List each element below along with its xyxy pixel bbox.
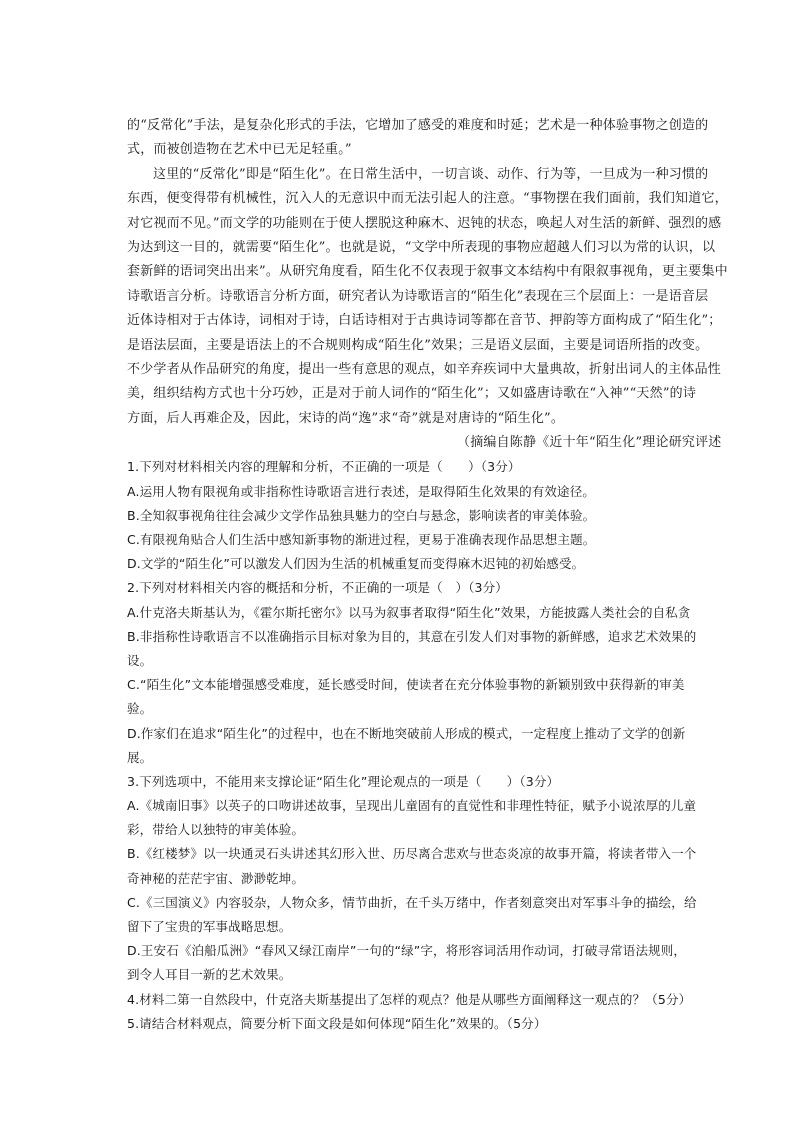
passage-line: 诗歌语言分析。诗歌语言分析方面，研究者认为诗歌语言的“陌生化”表现在三个层面上：一是语音层 bbox=[127, 288, 709, 304]
question-3-option-b: B.《红楼梦》以一块通灵石头讲述其幻形入世、历尽离合悲欢与世态炎凉的故事开篇，将读者带入一个 bbox=[127, 846, 697, 862]
question-1-option-b: B.全知叙事视角往往会减少文学作品独具魅力的空白与悬念，影响读者的审美体验。 bbox=[127, 507, 596, 523]
question-3-option-d-continued: 到令人耳目一新的艺术效果。 bbox=[127, 967, 292, 983]
question-2-stem: 2.下列对材料相关内容的概括和分析，不正确的一项是（ ）（3分） bbox=[127, 580, 508, 596]
passage-line: 近体诗相对于古体诗，词相对于诗，白话诗相对于古典诗词等都在音节、押韵等方面构成了“陌生化”； bbox=[127, 313, 722, 329]
question-3-option-c-continued: 留下了宝贵的军事战略思想。 bbox=[127, 919, 292, 935]
passage-line: 方面，后人再难企及，因此，宋诗的尚“逸”求“奇”就是对唐诗的“陌生化”。 bbox=[127, 410, 565, 426]
question-3-option-c: C.《三国演义》内容驳杂，人物众多，情节曲折，在千头万绪中，作者刻意突出对军事斗争的描绘，给 bbox=[127, 894, 697, 910]
question-1-option-d: D.文学的“陌生化”可以激发人们因为生活的机械重复而变得麻木迟钝的初始感受。 bbox=[127, 556, 585, 572]
question-1-option-a: A.运用人物有限视角或非指称性诗歌语言进行表述，是取得陌生化效果的有效途径。 bbox=[127, 483, 596, 499]
passage-line: 套新鲜的语词突出出来”。从研究角度看，陌生化不仅表现于叙事文本结构中有限叙事视角，更主要集中 bbox=[127, 264, 728, 280]
question-2-option-b: B.非指称性诗歌语言不以准确指示目标对象为目的，其意在引发人们对事物的新鲜感，追求艺术效果的 bbox=[127, 628, 697, 644]
question-2-option-d-continued: 展。 bbox=[127, 749, 153, 765]
question-3-option-a: A.《城南旧事》以英子的口吻讲述故事，呈现出儿童固有的直觉性和非理性特征，赋予小说浓厚的儿童 bbox=[127, 798, 697, 814]
question-3-stem: 3.下列选项中，不能用来支撑论证“陌生化”理论观点的一项是（ ）（3分） bbox=[127, 773, 560, 789]
passage-line: 东西，便变得带有机械性，沉入人的无意识中而无法引起人的注意。“事物摆在我们面前，我们知道它， bbox=[127, 191, 728, 207]
question-4-stem: 4.材料二第一自然段中，什克洛夫斯基提出了怎样的观点？他是从哪些方面阐释这一观点的？（5分） bbox=[127, 991, 692, 1007]
passage-line: 是语法层面，主要是语法上的不合规则构成“陌生化”效果；三是语义层面，主要是词语所指的改变。 bbox=[127, 337, 709, 353]
question-2-option-c-continued: 验。 bbox=[127, 701, 153, 717]
passage-line: 为达到这一目的，就需要“陌生化”。也就是说，“文学中所表现的事物应超越人们习以为常的认识，以 bbox=[127, 239, 716, 255]
passage-line: 美，组织结构方式也十分巧妙，正是对于前人词作的“陌生化”；又如盛唐诗歌在“入神”“天然”的诗 bbox=[127, 386, 697, 402]
question-2-option-c: C.“陌生化”文本能增强感受难度，延长感受时间，使读者在充分体验事物的新颖别致中获得新的审美 bbox=[127, 677, 685, 693]
passage-line: 这里的“反常化”即是“陌生化”。在日常生活中，一切言谈、动作、行为等，一旦成为一种习惯的 bbox=[153, 166, 709, 182]
passage-line: 式，而被创造物在艺术中已无足轻重。” bbox=[127, 142, 352, 158]
question-3-option-b-continued: 奇神秘的茫茫宇宙、渺渺乾坤。 bbox=[127, 870, 305, 886]
questions-section bbox=[127, 455, 739, 1036]
passage-line: 不少学者从作品研究的角度，提出一些有意思的观点，如辛弃疾词中大量典故，折射出词人的主体品性 bbox=[127, 361, 722, 377]
document-content bbox=[127, 114, 739, 1036]
question-2-option-b-continued: 设。 bbox=[127, 652, 153, 668]
question-1-option-c: C.有限视角贴合人们生活中感知新事物的渐进过程，更易于准确表现作品思想主题。 bbox=[127, 532, 596, 548]
passage-line: 对它视而不见。”而文学的功能则在于使人摆脱这种麻木、迟钝的状态，唤起人对生活的新鲜、强烈的感 bbox=[127, 215, 722, 231]
question-1-stem: 1.下列对材料相关内容的理解和分析，不正确的一项是（ ）（3分） bbox=[127, 459, 521, 475]
question-3-option-d: D.王安石《泊船瓜洲》“春风又绿江南岸”一句的“绿”字，将形容词活用作动词，打破寻常语法规则， bbox=[127, 943, 687, 959]
question-5-stem: 5.请结合材料观点，简要分析下面文段是如何体现“陌生化”效果的。（5分） bbox=[127, 1015, 547, 1031]
passage-line: 的“反常化”手法，是复杂化形式的手法，它增加了感受的难度和时延；艺术是一种体验事物之创造的 bbox=[127, 118, 709, 133]
question-2-option-a: A.什克洛夫斯基认为，《霍尔斯托密尔》以马为叙事者取得“陌生化”效果，方能披露人类社会的自私贪 bbox=[127, 604, 691, 620]
material-passage bbox=[127, 114, 739, 455]
source-citation: （摘编自陈静《近十年“陌生化”理论研究评述 bbox=[457, 435, 722, 451]
question-3-option-a-continued: 彩，带给人以独特的审美体验。 bbox=[127, 822, 305, 838]
question-2-option-d: D.作家们在追求“陌生化”的过程中，也在不断地突破前人形成的模式，一定程度上推动了文学的创新 bbox=[127, 725, 686, 741]
